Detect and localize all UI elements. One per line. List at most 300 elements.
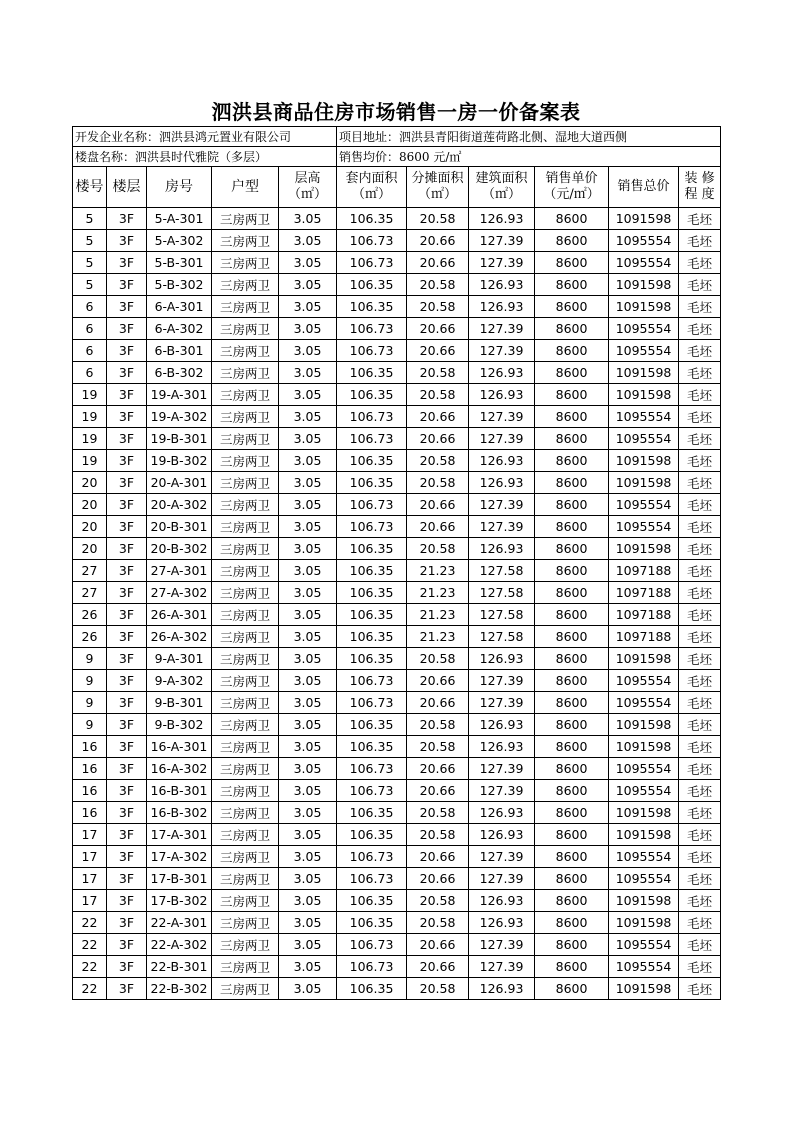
table-row: [73, 208, 721, 230]
cell-shared-area: 20.66: [407, 516, 469, 538]
cell-floor: 3F: [107, 912, 147, 934]
cell-floor: 3F: [107, 230, 147, 252]
cell-shared-area: 20.58: [407, 296, 469, 318]
cell-unit-price: 8600: [535, 472, 609, 494]
cell-building: 26: [73, 604, 107, 626]
cell-floor: 3F: [107, 450, 147, 472]
table-row: [73, 934, 721, 956]
cell-inner-area: 106.35: [337, 912, 407, 934]
cell-type: 三房两卫: [212, 340, 279, 362]
cell-floor: 3F: [107, 274, 147, 296]
cell-total-price: 1095554: [609, 230, 679, 252]
cell-height: 3.05: [279, 736, 337, 758]
cell-height: 3.05: [279, 406, 337, 428]
cell-inner-area: 106.73: [337, 670, 407, 692]
cell-floor: 3F: [107, 340, 147, 362]
cell-unit-price: 8600: [535, 340, 609, 362]
cell-shared-area: 20.58: [407, 824, 469, 846]
header-shared-area-unit: （㎡）: [418, 187, 458, 202]
cell-decoration: 毛坯: [679, 846, 721, 868]
cell-total-price: 1095554: [609, 692, 679, 714]
table-row: [73, 494, 721, 516]
cell-total-price: 1095554: [609, 956, 679, 978]
cell-building: 16: [73, 780, 107, 802]
cell-height: 3.05: [279, 604, 337, 626]
cell-decoration: 毛坯: [679, 560, 721, 582]
cell-unit-price: 8600: [535, 450, 609, 472]
table-row: [73, 626, 721, 648]
info-row-2: [73, 147, 721, 167]
cell-decoration: 毛坯: [679, 604, 721, 626]
cell-shared-area: 20.58: [407, 648, 469, 670]
header-building: 楼号: [73, 167, 107, 208]
cell-inner-area: 106.35: [337, 538, 407, 560]
cell-unit-price: 8600: [535, 296, 609, 318]
cell-unit-price: 8600: [535, 626, 609, 648]
cell-room: 6-B-302: [147, 362, 212, 384]
cell-inner-area: 106.35: [337, 604, 407, 626]
cell-height: 3.05: [279, 208, 337, 230]
cell-shared-area: 20.58: [407, 472, 469, 494]
cell-building: 17: [73, 846, 107, 868]
cell-decoration: 毛坯: [679, 868, 721, 890]
cell-floor: 3F: [107, 956, 147, 978]
header-height-unit: （㎡）: [288, 187, 328, 202]
cell-shared-area: 20.66: [407, 956, 469, 978]
cell-floor: 3F: [107, 824, 147, 846]
cell-building: 27: [73, 582, 107, 604]
header-height: [279, 167, 337, 208]
cell-height: 3.05: [279, 758, 337, 780]
cell-floor: 3F: [107, 406, 147, 428]
cell-type: 三房两卫: [212, 362, 279, 384]
cell-floor: 3F: [107, 472, 147, 494]
cell-type: 三房两卫: [212, 648, 279, 670]
cell-room: 20-A-302: [147, 494, 212, 516]
table-row: [73, 428, 721, 450]
cell-type: 三房两卫: [212, 978, 279, 1000]
cell-shared-area: 20.66: [407, 670, 469, 692]
cell-floor: 3F: [107, 978, 147, 1000]
cell-unit-price: 8600: [535, 890, 609, 912]
header-shared-area: [407, 167, 469, 208]
cell-floor: 3F: [107, 208, 147, 230]
cell-room: 6-B-301: [147, 340, 212, 362]
cell-gross-area: 127.58: [469, 582, 535, 604]
average-price: 销售均价：8600 元/㎡: [337, 147, 721, 167]
cell-inner-area: 106.35: [337, 978, 407, 1000]
cell-decoration: 毛坯: [679, 406, 721, 428]
cell-shared-area: 20.58: [407, 384, 469, 406]
cell-inner-area: 106.73: [337, 340, 407, 362]
cell-shared-area: 20.58: [407, 978, 469, 1000]
header-decoration-line1: 装 修: [684, 171, 715, 186]
cell-decoration: 毛坯: [679, 758, 721, 780]
cell-height: 3.05: [279, 912, 337, 934]
table-row: [73, 802, 721, 824]
cell-room: 17-A-302: [147, 846, 212, 868]
cell-total-price: 1095554: [609, 406, 679, 428]
table-row: [73, 340, 721, 362]
cell-floor: 3F: [107, 802, 147, 824]
cell-total-price: 1095554: [609, 428, 679, 450]
cell-inner-area: 106.35: [337, 296, 407, 318]
cell-inner-area: 106.73: [337, 780, 407, 802]
cell-type: 三房两卫: [212, 736, 279, 758]
cell-gross-area: 127.39: [469, 956, 535, 978]
cell-building: 20: [73, 538, 107, 560]
cell-floor: 3F: [107, 736, 147, 758]
project-address: 项目地址：泗洪县青阳街道莲荷路北侧、湿地大道西侧: [337, 127, 721, 147]
cell-gross-area: 126.93: [469, 890, 535, 912]
cell-room: 17-B-301: [147, 868, 212, 890]
cell-room: 5-A-302: [147, 230, 212, 252]
cell-room: 5-A-301: [147, 208, 212, 230]
cell-total-price: 1091598: [609, 714, 679, 736]
cell-inner-area: 106.73: [337, 494, 407, 516]
cell-gross-area: 126.93: [469, 296, 535, 318]
cell-total-price: 1095554: [609, 934, 679, 956]
cell-height: 3.05: [279, 340, 337, 362]
cell-inner-area: 106.35: [337, 362, 407, 384]
cell-gross-area: 126.93: [469, 208, 535, 230]
cell-shared-area: 20.66: [407, 868, 469, 890]
cell-shared-area: 21.23: [407, 582, 469, 604]
cell-building: 17: [73, 890, 107, 912]
cell-building: 20: [73, 516, 107, 538]
cell-shared-area: 20.66: [407, 692, 469, 714]
cell-shared-area: 20.66: [407, 428, 469, 450]
cell-height: 3.05: [279, 494, 337, 516]
table-row: [73, 604, 721, 626]
cell-shared-area: 20.58: [407, 450, 469, 472]
cell-room: 6-A-302: [147, 318, 212, 340]
cell-building: 5: [73, 230, 107, 252]
cell-building: 27: [73, 560, 107, 582]
cell-inner-area: 106.35: [337, 626, 407, 648]
cell-inner-area: 106.73: [337, 956, 407, 978]
cell-type: 三房两卫: [212, 868, 279, 890]
cell-inner-area: 106.35: [337, 824, 407, 846]
cell-room: 27-A-301: [147, 560, 212, 582]
table-row: [73, 890, 721, 912]
cell-type: 三房两卫: [212, 274, 279, 296]
cell-shared-area: 20.58: [407, 362, 469, 384]
cell-inner-area: 106.73: [337, 406, 407, 428]
cell-gross-area: 126.93: [469, 538, 535, 560]
cell-building: 9: [73, 648, 107, 670]
table-row: [73, 560, 721, 582]
cell-floor: 3F: [107, 252, 147, 274]
cell-height: 3.05: [279, 384, 337, 406]
cell-type: 三房两卫: [212, 824, 279, 846]
cell-gross-area: 127.39: [469, 758, 535, 780]
cell-shared-area: 20.66: [407, 780, 469, 802]
cell-type: 三房两卫: [212, 538, 279, 560]
cell-type: 三房两卫: [212, 406, 279, 428]
cell-floor: 3F: [107, 494, 147, 516]
cell-unit-price: 8600: [535, 406, 609, 428]
cell-floor: 3F: [107, 780, 147, 802]
cell-shared-area: 20.58: [407, 274, 469, 296]
cell-gross-area: 126.93: [469, 736, 535, 758]
cell-type: 三房两卫: [212, 582, 279, 604]
cell-unit-price: 8600: [535, 208, 609, 230]
cell-gross-area: 127.39: [469, 846, 535, 868]
cell-height: 3.05: [279, 296, 337, 318]
table-row: [73, 758, 721, 780]
cell-room: 5-B-302: [147, 274, 212, 296]
cell-inner-area: 106.73: [337, 428, 407, 450]
cell-decoration: 毛坯: [679, 824, 721, 846]
cell-gross-area: 127.39: [469, 780, 535, 802]
cell-floor: 3F: [107, 516, 147, 538]
cell-inner-area: 106.73: [337, 692, 407, 714]
document-title: 泗洪县商品住房市场销售一房一价备案表: [211, 100, 581, 124]
developer-name: 开发企业名称：泗洪县鸿元置业有限公司: [73, 127, 337, 147]
cell-building: 6: [73, 362, 107, 384]
cell-decoration: 毛坯: [679, 428, 721, 450]
cell-total-price: 1091598: [609, 978, 679, 1000]
table-row: [73, 384, 721, 406]
cell-floor: 3F: [107, 582, 147, 604]
cell-unit-price: 8600: [535, 868, 609, 890]
cell-inner-area: 106.35: [337, 736, 407, 758]
cell-shared-area: 21.23: [407, 604, 469, 626]
cell-unit-price: 8600: [535, 428, 609, 450]
cell-height: 3.05: [279, 472, 337, 494]
cell-gross-area: 127.39: [469, 406, 535, 428]
table-row: [73, 736, 721, 758]
cell-type: 三房两卫: [212, 802, 279, 824]
cell-decoration: 毛坯: [679, 208, 721, 230]
cell-inner-area: 106.35: [337, 648, 407, 670]
cell-floor: 3F: [107, 890, 147, 912]
info-row-1: [73, 127, 721, 147]
cell-height: 3.05: [279, 230, 337, 252]
cell-height: 3.05: [279, 890, 337, 912]
cell-decoration: 毛坯: [679, 472, 721, 494]
cell-gross-area: 126.93: [469, 362, 535, 384]
table-row: [73, 252, 721, 274]
cell-unit-price: 8600: [535, 670, 609, 692]
cell-building: 16: [73, 802, 107, 824]
header-height-label: 层高: [294, 171, 321, 186]
cell-gross-area: 126.93: [469, 450, 535, 472]
cell-decoration: 毛坯: [679, 736, 721, 758]
cell-decoration: 毛坯: [679, 252, 721, 274]
header-floor: 楼层: [107, 167, 147, 208]
cell-unit-price: 8600: [535, 494, 609, 516]
cell-height: 3.05: [279, 956, 337, 978]
table-row: [73, 846, 721, 868]
cell-room: 19-B-302: [147, 450, 212, 472]
cell-type: 三房两卫: [212, 780, 279, 802]
cell-room: 26-A-302: [147, 626, 212, 648]
cell-floor: 3F: [107, 714, 147, 736]
cell-total-price: 1091598: [609, 296, 679, 318]
cell-floor: 3F: [107, 384, 147, 406]
cell-gross-area: 127.39: [469, 230, 535, 252]
cell-unit-price: 8600: [535, 934, 609, 956]
cell-gross-area: 126.93: [469, 384, 535, 406]
cell-building: 19: [73, 428, 107, 450]
cell-type: 三房两卫: [212, 384, 279, 406]
header-inner-area-label: 套内面积: [345, 171, 398, 186]
cell-floor: 3F: [107, 318, 147, 340]
cell-type: 三房两卫: [212, 626, 279, 648]
cell-total-price: 1091598: [609, 274, 679, 296]
table-body: [73, 127, 721, 1000]
table-row: [73, 406, 721, 428]
cell-building: 6: [73, 340, 107, 362]
cell-gross-area: 126.93: [469, 648, 535, 670]
header-inner-area: [337, 167, 407, 208]
cell-height: 3.05: [279, 274, 337, 296]
cell-type: 三房两卫: [212, 450, 279, 472]
table-row: [73, 274, 721, 296]
cell-room: 9-B-301: [147, 692, 212, 714]
cell-inner-area: 106.35: [337, 274, 407, 296]
cell-unit-price: 8600: [535, 736, 609, 758]
cell-building: 20: [73, 472, 107, 494]
cell-room: 9-B-302: [147, 714, 212, 736]
table-row: [73, 714, 721, 736]
cell-room: 9-A-301: [147, 648, 212, 670]
cell-room: 16-A-302: [147, 758, 212, 780]
cell-unit-price: 8600: [535, 758, 609, 780]
cell-height: 3.05: [279, 318, 337, 340]
cell-inner-area: 106.35: [337, 714, 407, 736]
cell-gross-area: 127.58: [469, 560, 535, 582]
cell-unit-price: 8600: [535, 362, 609, 384]
cell-total-price: 1095554: [609, 868, 679, 890]
header-shared-area-label: 分摊面积: [411, 171, 464, 186]
cell-shared-area: 20.58: [407, 912, 469, 934]
cell-total-price: 1091598: [609, 384, 679, 406]
cell-shared-area: 20.66: [407, 494, 469, 516]
cell-unit-price: 8600: [535, 912, 609, 934]
cell-type: 三房两卫: [212, 560, 279, 582]
cell-building: 17: [73, 824, 107, 846]
cell-inner-area: 106.73: [337, 318, 407, 340]
cell-room: 22-B-301: [147, 956, 212, 978]
cell-total-price: 1091598: [609, 538, 679, 560]
cell-gross-area: 127.39: [469, 494, 535, 516]
cell-type: 三房两卫: [212, 252, 279, 274]
cell-building: 9: [73, 714, 107, 736]
cell-height: 3.05: [279, 450, 337, 472]
cell-type: 三房两卫: [212, 428, 279, 450]
cell-total-price: 1091598: [609, 912, 679, 934]
cell-room: 26-A-301: [147, 604, 212, 626]
cell-type: 三房两卫: [212, 692, 279, 714]
cell-building: 19: [73, 384, 107, 406]
cell-decoration: 毛坯: [679, 714, 721, 736]
table-row: [73, 824, 721, 846]
cell-gross-area: 126.93: [469, 824, 535, 846]
cell-floor: 3F: [107, 560, 147, 582]
cell-inner-area: 106.73: [337, 846, 407, 868]
cell-inner-area: 106.73: [337, 868, 407, 890]
cell-shared-area: 20.66: [407, 758, 469, 780]
cell-building: 5: [73, 274, 107, 296]
table-row: [73, 648, 721, 670]
cell-inner-area: 106.73: [337, 252, 407, 274]
table-row: [73, 868, 721, 890]
cell-floor: 3F: [107, 846, 147, 868]
cell-type: 三房两卫: [212, 670, 279, 692]
table-row: [73, 912, 721, 934]
cell-height: 3.05: [279, 582, 337, 604]
cell-height: 3.05: [279, 670, 337, 692]
cell-building: 19: [73, 450, 107, 472]
cell-height: 3.05: [279, 780, 337, 802]
cell-inner-area: 106.35: [337, 208, 407, 230]
project-name: 楼盘名称：泗洪县时代雅院（多层）: [73, 147, 337, 167]
cell-inner-area: 106.73: [337, 516, 407, 538]
cell-inner-area: 106.35: [337, 450, 407, 472]
cell-total-price: 1091598: [609, 890, 679, 912]
header-decoration: [679, 167, 721, 208]
cell-decoration: 毛坯: [679, 230, 721, 252]
cell-shared-area: 20.58: [407, 538, 469, 560]
table-row: [73, 516, 721, 538]
cell-height: 3.05: [279, 934, 337, 956]
cell-decoration: 毛坯: [679, 340, 721, 362]
header-unit-price: [535, 167, 609, 208]
cell-inner-area: 106.35: [337, 384, 407, 406]
cell-gross-area: 127.39: [469, 516, 535, 538]
cell-building: 6: [73, 318, 107, 340]
cell-total-price: 1095554: [609, 670, 679, 692]
cell-room: 20-B-302: [147, 538, 212, 560]
cell-building: 20: [73, 494, 107, 516]
cell-total-price: 1095554: [609, 252, 679, 274]
cell-height: 3.05: [279, 824, 337, 846]
cell-building: 22: [73, 978, 107, 1000]
cell-height: 3.05: [279, 648, 337, 670]
cell-gross-area: 126.93: [469, 802, 535, 824]
cell-room: 16-B-301: [147, 780, 212, 802]
header-gross-area-unit: （㎡）: [482, 187, 522, 202]
cell-unit-price: 8600: [535, 274, 609, 296]
cell-gross-area: 127.58: [469, 604, 535, 626]
cell-gross-area: 127.39: [469, 868, 535, 890]
cell-height: 3.05: [279, 538, 337, 560]
cell-total-price: 1095554: [609, 758, 679, 780]
cell-gross-area: 127.39: [469, 670, 535, 692]
cell-floor: 3F: [107, 868, 147, 890]
cell-height: 3.05: [279, 802, 337, 824]
cell-inner-area: 106.73: [337, 230, 407, 252]
cell-total-price: 1091598: [609, 802, 679, 824]
cell-total-price: 1097188: [609, 604, 679, 626]
cell-gross-area: 127.39: [469, 340, 535, 362]
cell-height: 3.05: [279, 516, 337, 538]
table-row: [73, 296, 721, 318]
cell-unit-price: 8600: [535, 648, 609, 670]
table-row: [73, 978, 721, 1000]
cell-type: 三房两卫: [212, 714, 279, 736]
cell-gross-area: 126.93: [469, 274, 535, 296]
cell-height: 3.05: [279, 362, 337, 384]
cell-floor: 3F: [107, 538, 147, 560]
header-total-price: 销售总价: [609, 167, 679, 208]
cell-decoration: 毛坯: [679, 692, 721, 714]
cell-decoration: 毛坯: [679, 362, 721, 384]
cell-shared-area: 20.58: [407, 714, 469, 736]
